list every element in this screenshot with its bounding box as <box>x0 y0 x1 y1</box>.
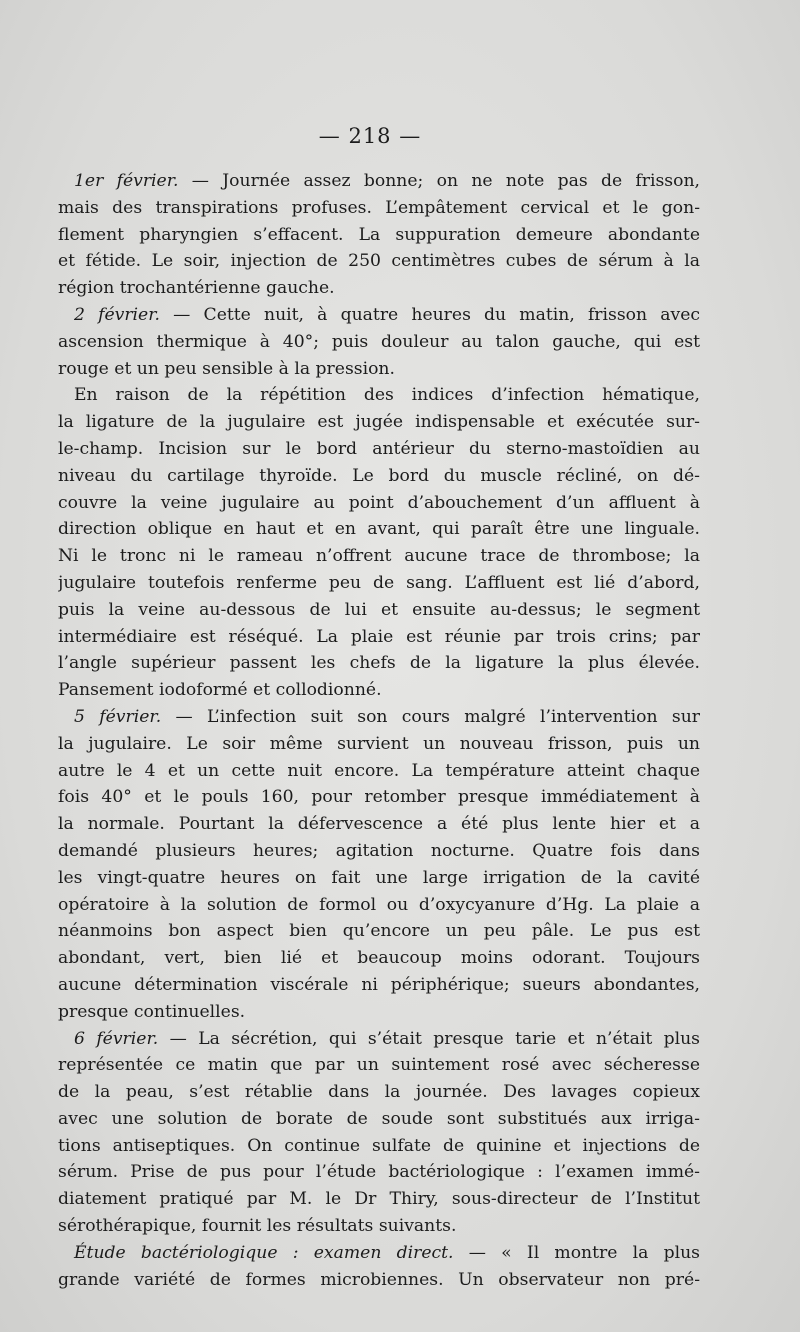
text-line: ascension thermique à 40°; puis douleur au talon gauche, qui est <box>58 331 700 352</box>
text-line: intermédiaire est réséqué. La plaie est réunie par trois crins; par <box>58 626 700 647</box>
text-line: autre le 4 et un cette nuit encore. La température atteint chaque <box>58 760 700 781</box>
text-line: presque continuelles. <box>58 1001 246 1022</box>
page-number: — 218 — <box>318 124 422 148</box>
text-line: Pansement iodoformé et collodionné. <box>58 680 382 701</box>
text-line: diatement pratiqué par M. le Dr Thiry, sous-directeur de l’Institut <box>58 1189 700 1210</box>
text-line: puis la veine au-dessous de lui et ensuite au-dessus; le segment <box>58 599 700 620</box>
body-text <box>58 168 700 1293</box>
date-heading: 5 février. — <box>74 706 193 727</box>
text-line: fois 40° et le pouls 160, pour retomber presque immédiatement à <box>58 787 700 808</box>
text-line: aucune détermination viscérale ni périphérique; sueurs abondantes, <box>58 974 700 995</box>
text-line: et fétide. Le soir, injection de 250 centimètres cubes de sérum à la <box>58 251 700 272</box>
text-line: l’angle supérieur passent les chefs de la ligature la plus élevée. <box>58 653 700 674</box>
text-line: 6 février. — La sécrétion, qui s’était presque tarie et n’était plus <box>74 1028 700 1049</box>
text-line: mais des transpirations profuses. L’empâtement cervical et le gon- <box>58 197 700 218</box>
text-line: les vingt-quatre heures on fait une large irrigation de la cavité <box>58 867 700 888</box>
date-heading: 6 février. — <box>74 1028 187 1049</box>
text-line: jugulaire toutefois renferme peu de sang. L’affluent est lié d’abord, <box>58 572 700 593</box>
section-heading: Étude bactériologique : examen direct. — <box>74 1242 486 1263</box>
text-line: Étude bactériologique : examen direct. — « Il montre la plus <box>74 1242 700 1263</box>
text-line: région trochantérienne gauche. <box>58 278 335 299</box>
text-line: 1er février. — Journée assez bonne; on ne note pas de frisson, <box>74 171 700 191</box>
text-line: demandé plusieurs heures; agitation nocturne. Quatre fois dans <box>58 840 700 861</box>
text-line: néanmoins bon aspect bien qu’encore un peu pâle. Le pus est <box>58 921 700 942</box>
text-line: grande variété de formes microbiennes. Un observateur non pré- <box>58 1269 700 1290</box>
text-line: de la peau, s’est rétablie dans la journée. Des lavages copieux <box>58 1082 700 1103</box>
text-line: la jugulaire. Le soir même survient un nouveau frisson, puis un <box>58 733 700 754</box>
text-line: la ligature de la jugulaire est jugée indispensable et exécutée sur- <box>58 412 700 433</box>
text-line: opératoire à la solution de formol ou d’oxycyanure d’Hg. La plaie a <box>58 894 700 915</box>
text-line: 2 février. — Cette nuit, à quatre heures du matin, frisson avec <box>74 304 700 325</box>
date-heading: 1er février. — <box>74 171 209 191</box>
date-heading: 2 février. — <box>74 304 191 325</box>
text-line: abondant, vert, bien lié et beaucoup moins odorant. Toujours <box>58 948 700 969</box>
text-line: le-champ. Incision sur le bord antérieur du sterno-mastoïdien au <box>58 438 700 459</box>
text-line: sérothérapique, fournit les résultats suivants. <box>58 1216 457 1237</box>
text-line: Ni le tronc ni le rameau n’offrent aucune trace de thrombose; la <box>58 546 700 567</box>
text-line: sérum. Prise de pus pour l’étude bactériologique : l’examen immé- <box>58 1162 700 1183</box>
text-line: En raison de la répétition des indices d’infection hématique, <box>74 385 700 406</box>
text-line: niveau du cartilage thyroïde. Le bord du muscle récliné, on dé- <box>58 465 700 486</box>
text-line: représentée ce matin que par un suintement rosé avec sécheresse <box>58 1055 700 1076</box>
text-line: tions antiseptiques. On continue sulfate de quinine et injections de <box>58 1135 700 1156</box>
text-line: la normale. Pourtant la défervescence a été plus lente hier et a <box>58 814 700 835</box>
text-line: 5 février. — L’infection suit son cours malgré l’intervention sur <box>74 706 700 727</box>
text-line: rouge et un peu sensible à la pression. <box>58 358 395 379</box>
text-line: avec une solution de borate de soude sont substitués aux irriga- <box>58 1108 700 1129</box>
text-line: flement pharyngien s’effacent. La suppuration demeure abondante <box>58 224 700 245</box>
text-line: direction oblique en haut et en avant, qui paraît être une linguale. <box>58 519 700 540</box>
text-line: couvre la veine jugulaire au point d’abouchement d’un affluent à <box>58 492 700 513</box>
